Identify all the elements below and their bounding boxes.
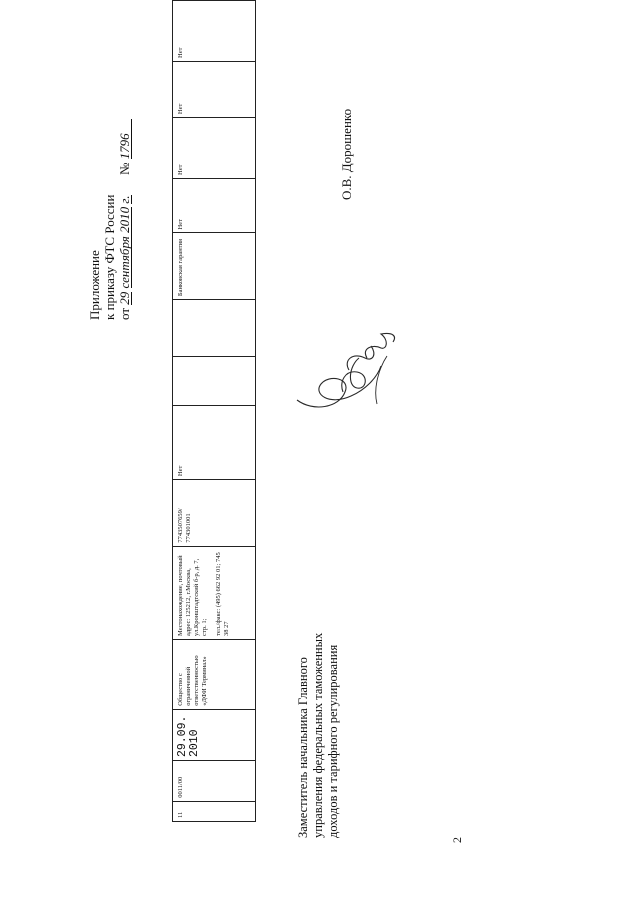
date-suffix: г. xyxy=(117,195,132,204)
signatory-position xyxy=(296,633,341,838)
annex-order-line: к приказу ФТС России xyxy=(102,194,117,320)
date-part-2: 2010 xyxy=(188,729,201,758)
registry-table xyxy=(172,0,256,822)
table-row xyxy=(173,1,256,822)
cell-no-2: Нет xyxy=(173,178,256,233)
cell-organization: Общество с ограниченной ответственностью «ДФИ Терминал» xyxy=(173,639,256,709)
number-symbol: № xyxy=(117,162,132,175)
address-text: Местонахождение, почтовый адрес: 125212, г.Москва, ул.Кронштадтский б-р, д. 7, стр. 1; xyxy=(177,555,208,636)
cell-no-3: Нет xyxy=(173,118,256,179)
cell-blank-2 xyxy=(173,300,256,357)
contacts-text: тел./факс: (495) 662 92 01; 745 38 27 xyxy=(215,552,230,636)
cell-no-4: Нет xyxy=(173,61,256,117)
cell-address xyxy=(173,546,256,639)
order-number: 1796 xyxy=(118,119,132,159)
signatory-name: О.В. Дорошенко xyxy=(339,108,354,200)
cell-index: 11 xyxy=(173,801,256,821)
annex-date-line xyxy=(117,119,132,320)
annex-title: Приложение xyxy=(87,250,102,320)
position-line-3: доходов и тарифного регулирования xyxy=(326,644,340,838)
cell-blank-1 xyxy=(173,357,256,406)
position-line-1: Заместитель начальника Главного xyxy=(296,657,310,838)
cell-no-5: Нет xyxy=(173,1,256,62)
position-line-2: управления федеральных таможенных xyxy=(311,632,325,838)
date-prefix: от xyxy=(117,307,132,320)
cell-reg-number: 0011/00 xyxy=(173,761,256,802)
date-day: 29 xyxy=(117,291,132,305)
cell-inn-kpp: 7743507659/ 774301001 xyxy=(173,480,256,547)
date-month-year: сентября 2010 xyxy=(117,206,132,289)
cell-date xyxy=(173,709,256,760)
handwritten-signature xyxy=(285,328,400,418)
cell-guarantee: Банковская гарантия xyxy=(173,233,256,300)
page-number: 2 xyxy=(450,837,464,843)
cell-no-1: Нет xyxy=(173,406,256,480)
date-part-1: 29.09. xyxy=(176,715,189,758)
